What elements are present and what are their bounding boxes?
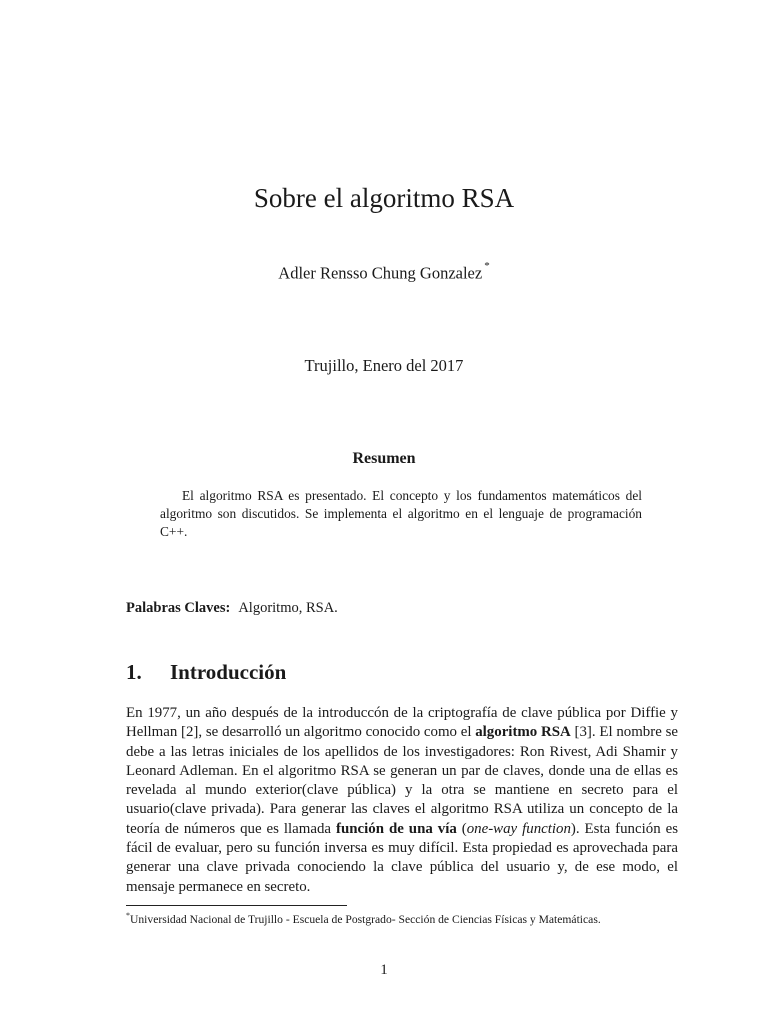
abstract-heading: Resumen [352, 450, 416, 467]
author-footnote-mark: * [484, 260, 490, 272]
introduction-paragraph [126, 704, 678, 897]
intro-text-3: ( [456, 820, 467, 837]
footnote-mark: * [126, 911, 130, 920]
intro-text-1: En 1977, un año después de la introduccón de la criptografía de clave pública por Diffie y Hellman [2], se desarrolló un algoritmo conocido como el [126, 705, 678, 741]
footnote-rule [126, 905, 347, 906]
keywords-line [126, 600, 338, 617]
intro-text-4: ). Esta función es fácil de evaluar, pero su función inversa es muy difícil. Esta propiedad es aprovechada para generar una clave privada conociendo la clave pública del usuario y, de ese modo, el mensaje permanece en secreto. [126, 820, 678, 895]
intro-bold-rsa: algoritmo RSA [475, 724, 571, 741]
section-title: Introducción [170, 660, 287, 684]
author-line [0, 260, 768, 284]
author-name: Adler Rensso Chung Gonzalez [278, 263, 483, 283]
intro-text-2: [3]. El nombre se debe a las letras iniciales de los apellidos de los investigadores: Ron Rivest, Adi Shamir y Leonard Adleman. En el algoritmo RSA se generan un par de claves, donde una de ellas es revelada al mundo exterior(clave pública) y la otra se mantiene en secreto para el usuario(clave privada). Para generar las claves el algoritmo RSA utiliza un concepto de la teoría de números que es llamada [126, 724, 678, 837]
page-number: 1 [380, 962, 388, 978]
intro-italic-one-way: one-way function [466, 820, 571, 837]
section-number: 1. [126, 660, 142, 684]
keywords-value: Algoritmo, RSA. [238, 600, 338, 616]
footnote-text: Universidad Nacional de Trujillo - Escuela de Postgrado- Sección de Ciencias Físicas y Matemáticas. [130, 912, 601, 926]
section-heading [126, 660, 286, 685]
abstract-text: El algoritmo RSA es presentado. El concepto y los fundamentos matemáticos del algoritmo son discutidos. Se implementa el algoritmo en el lenguaje de programación C++. [160, 488, 642, 539]
keywords-label: Palabras Claves: [126, 600, 231, 616]
intro-bold-one-way: función de una vía [336, 820, 457, 837]
footnote [126, 908, 678, 927]
date-line: Trujillo, Enero del 2017 [304, 356, 464, 375]
paper-title: Sobre el algoritmo RSA [253, 183, 515, 213]
